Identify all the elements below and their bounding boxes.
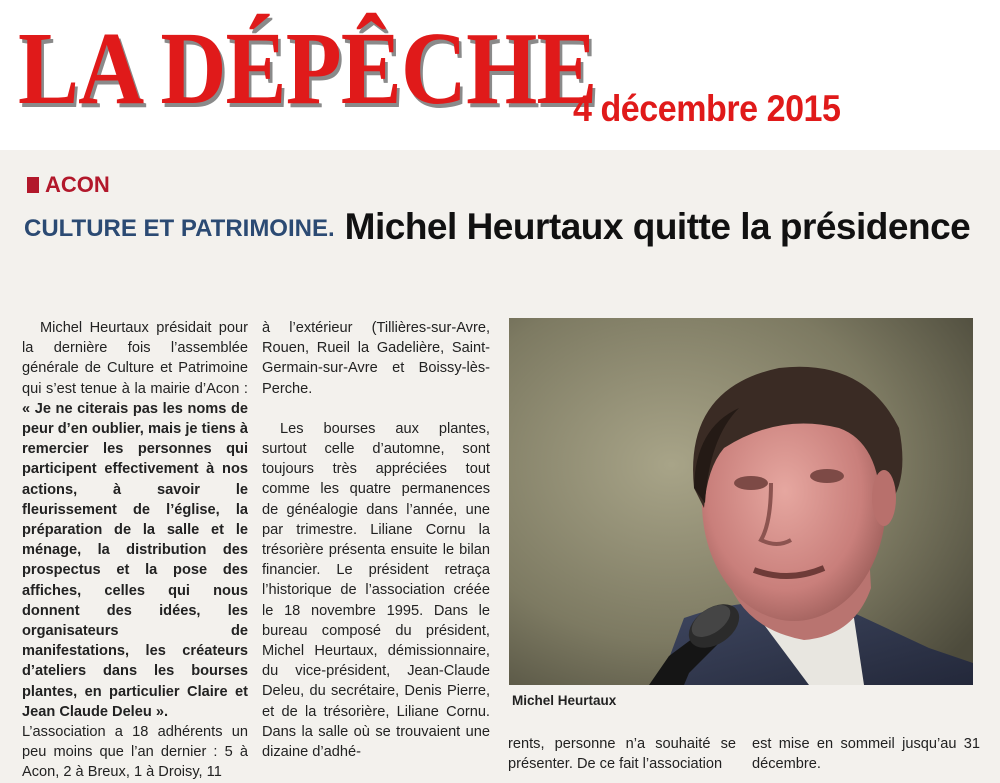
article-column-2	[262, 318, 490, 783]
quote-text: « Je ne citerais pas les noms de peur d’en oublier, mais je tiens à remercier les personnes qui participent effectivement à nos actions, à savoir le fleurissement de l’église, la préparation de la salle et le ménage, la distribution des prospectus et la pose des affiches, celles qui nous donnent des idées, les organisateurs de manifestations, les créateurs d’ateliers dans les bourses plantes, en particulier Claire et Jean Claude Deleu ».	[22, 400, 248, 720]
article-column-1	[22, 318, 248, 783]
article-column-4	[752, 734, 980, 783]
paragraph: Les bourses aux plantes, surtout celle d’automne, sont toujours très appréciées tout comme les quatre permanences de généalogie dans l’année, une par trimestre. Liliane Cornu la trésorière présenta ensuite le bilan financier. Le président retraça l’historique de l’association créée le 18 novembre 1995. Dans le bureau composé du président, Michel Heurtaux, démissionnaire, du vice-président, Jean-Claude Deleu, du secrétaire, Denis Pierre, et de la trésorière, Liliane Cornu. Dans la salle où se trouvaient une dizaine d’adhé-	[262, 420, 490, 761]
photo-caption: Michel Heurtaux	[512, 693, 617, 708]
paragraph: rents, personne n’a souhaité se présenter. De ce fait l’association	[508, 736, 736, 773]
rubric-label: CULTURE ET PATRIMOINE.	[24, 215, 335, 242]
publication-date: 4 décembre 2015	[573, 88, 841, 129]
location-label	[27, 172, 110, 198]
paragraph: L’association a 18 adhérents un peu moins que l’an dernier : 5 à Acon, 2 à Breux, 1 à Droisy, 11	[22, 724, 248, 781]
article-headline	[24, 205, 984, 251]
location-text: ACON	[45, 172, 110, 197]
paragraph: est mise en sommeil jusqu’au 31 décembre.	[752, 736, 980, 773]
red-square-icon	[27, 177, 39, 193]
newspaper-masthead: LA DÉPÊCHE	[18, 11, 597, 126]
portrait-photo	[509, 318, 973, 685]
paragraph	[22, 318, 248, 722]
headline-text: Michel Heurtaux quitte la présidence	[344, 206, 971, 247]
intro-text: Michel Heurtaux présidait pour la dernière fois l’assemblée générale de Culture et Patrimoine qui s’est tenue à la mairie d’Acon :	[22, 320, 248, 397]
paragraph-gap	[262, 399, 490, 419]
article-column-3	[508, 734, 736, 783]
portrait-illustration	[509, 318, 973, 685]
paragraph: à l’extérieur (Tillières-sur-Avre, Rouen, Rueil la Gadelière, Saint-Germain-sur-Avre et Boissy-lès-Perche.	[262, 320, 490, 397]
